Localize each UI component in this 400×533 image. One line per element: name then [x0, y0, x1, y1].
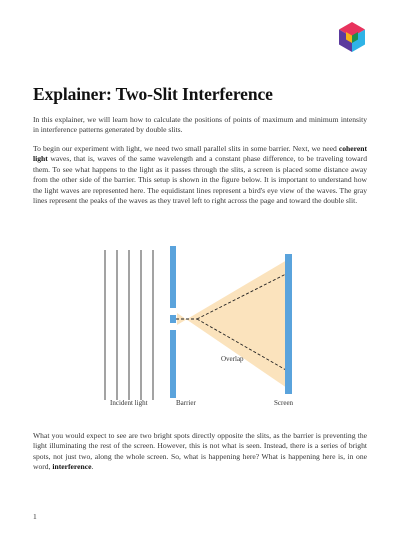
- incident-light-label: Incident light: [110, 399, 148, 407]
- brand-logo: [338, 22, 366, 52]
- conclusion-paragraph: [33, 431, 367, 473]
- light-cone: [177, 260, 287, 388]
- conclusion-text-end: .: [91, 462, 94, 472]
- conclusion-text-start: What you would expect to see are two bright spots directly opposite the slits, as the barrier is preventing the light illuminating the rest of the screen. However, this is not what is seen. Instead, there is a series of bright spots, not just two, along the whole screen. So, what is happening here? What is happening here is, in one word,: [33, 431, 367, 472]
- intro-paragraph: In this explainer, we will learn how to calculate the positions of points of maximum and minimum intensity in interference patterns generated by double slits.: [33, 115, 367, 135]
- barrier-bottom: [170, 330, 176, 398]
- barrier-label: Barrier: [176, 399, 196, 407]
- page-number: 1: [33, 512, 37, 521]
- setup-text-end: waves, that is, waves of the same wavelength and a constant phase difference, to be traveling toward them. To see what happens to the light as it passes through the slits, a screen is placed some distance away from the other side of the barrier. This setup is shown in the figure below. It is important to understand how the light waves are represented here. The equidistant lines represent a bird's eye view of the waves. The gray lines represent the peaks of the waves as they travel left to right across the page and toward the double slit.: [33, 154, 367, 206]
- page-title: Explainer: Two-Slit Interference: [33, 84, 273, 104]
- screen-bar: [285, 254, 292, 394]
- overlap-label: Overlap: [221, 355, 244, 363]
- two-slit-diagram: [90, 240, 320, 415]
- interference-term: interference: [52, 462, 92, 472]
- coherent-light-term: coherent light: [33, 144, 367, 164]
- barrier-middle: [170, 315, 176, 323]
- setup-text-start: To begin our experiment with light, we need two small parallel slits in some barrier. Next, we need: [33, 144, 339, 153]
- barrier-top: [170, 246, 176, 308]
- setup-paragraph: [33, 144, 367, 206]
- screen-label: Screen: [274, 399, 294, 407]
